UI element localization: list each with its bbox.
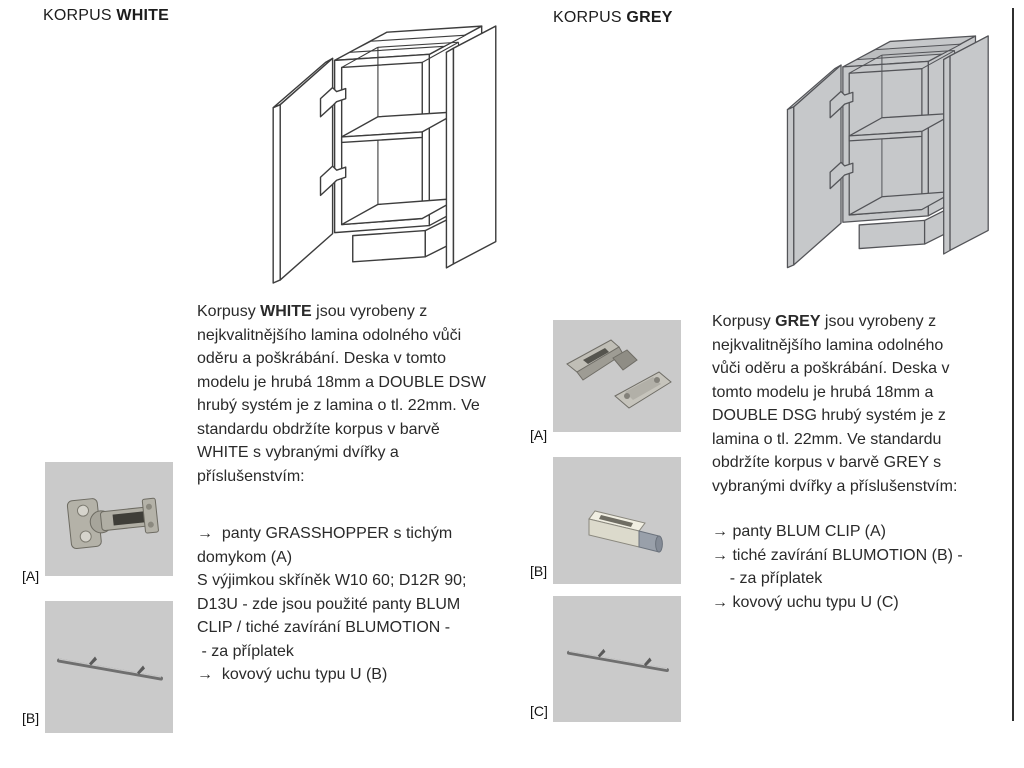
korpus-grey-title <box>553 9 673 27</box>
label-b: [B] <box>22 710 40 726</box>
label-a: [A] <box>22 568 40 584</box>
label-b: [B] <box>530 563 548 579</box>
title-prefix: KORPUS <box>553 9 627 26</box>
grey-features-list <box>712 520 963 614</box>
title-variant: WHITE <box>116 7 169 24</box>
text-line: Korpusy WHITE jsou vyrobeny z <box>197 303 428 320</box>
feature-line: → kovový uchu typu U (C) <box>712 593 899 611</box>
text-line: WHITE s vybranými dvířky a <box>197 444 399 461</box>
grasshopper-hinge-photo <box>45 462 173 576</box>
text-line: hrubý systém je z lamina o tl. 22mm. Ve <box>197 397 480 414</box>
damper-image <box>553 457 681 584</box>
text-line: nejkvalitnějšího lamina odolného vůči <box>197 326 462 344</box>
label-a: [A] <box>530 427 548 443</box>
feature-line: - za příplatek <box>197 642 294 660</box>
grey-description <box>712 310 957 498</box>
feature-line: CLIP / tiché zavírání BLUMOTION - <box>197 619 451 636</box>
cabinet-line-art-icon <box>772 6 1010 284</box>
text-line: vůči oděru a poškrábání. Deska v <box>712 360 950 377</box>
text-line: obdržíte korpus v barvě GREY s <box>712 454 942 471</box>
u-handle-photo <box>553 596 681 722</box>
text-line: nejkvalitnějšího lamina odolného <box>712 336 944 354</box>
hinge-image <box>553 320 681 432</box>
handle-image <box>45 601 173 733</box>
feature-line: → panty BLUM CLIP (A) <box>712 523 886 540</box>
page-edge-divider <box>1012 8 1014 721</box>
feature-line: S výjimkou skříněk W10 60; D12R 90; <box>197 572 467 589</box>
text-line: Korpusy GREY jsou vyrobeny z <box>712 313 937 330</box>
cabinet-line-art-icon <box>256 8 520 286</box>
text-line: standardu obdržíte korpus v barvě <box>197 420 440 438</box>
feature-line: D13U - zde jsou použité panty BLUM <box>197 595 461 613</box>
feature-line: domykom (A) <box>197 548 293 566</box>
handle-image <box>553 596 681 722</box>
grey-cabinet-drawing <box>772 6 1010 284</box>
korpus-white-title <box>43 7 169 25</box>
text-line: tomto modelu je hrubá 18mm a <box>712 383 934 401</box>
blum-clip-hinge-photo <box>553 320 681 432</box>
title-prefix: KORPUS <box>43 7 117 24</box>
label-c: [C] <box>530 703 548 719</box>
white-features-list <box>197 522 466 687</box>
text-line: vybranými dvířky a příslušenstvím: <box>712 477 958 495</box>
text-line: příslušenstvím: <box>197 467 305 485</box>
feature-line: → panty GRASSHOPPER s tichým <box>197 525 453 542</box>
text-line: oděru a poškrábání. Deska v tomto <box>197 350 447 367</box>
text-line: DOUBLE DSG hrubý systém je z <box>712 407 946 424</box>
u-handle-photo <box>45 601 173 733</box>
feature-line: → kovový uchu typu U (B) <box>197 666 388 683</box>
white-description <box>197 300 486 488</box>
blumotion-damper-photo <box>553 457 681 584</box>
feature-line: → tiché zavírání BLUMOTION (B) - <box>712 546 963 564</box>
text-line: lamina o tl. 22mm. Ve standardu <box>712 430 942 448</box>
white-cabinet-drawing <box>256 8 520 286</box>
hinge-image <box>45 462 173 576</box>
feature-line: - za příplatek <box>712 570 823 587</box>
title-variant: GREY <box>626 9 673 26</box>
text-line: modelu je hrubá 18mm a DOUBLE DSW <box>197 373 486 391</box>
